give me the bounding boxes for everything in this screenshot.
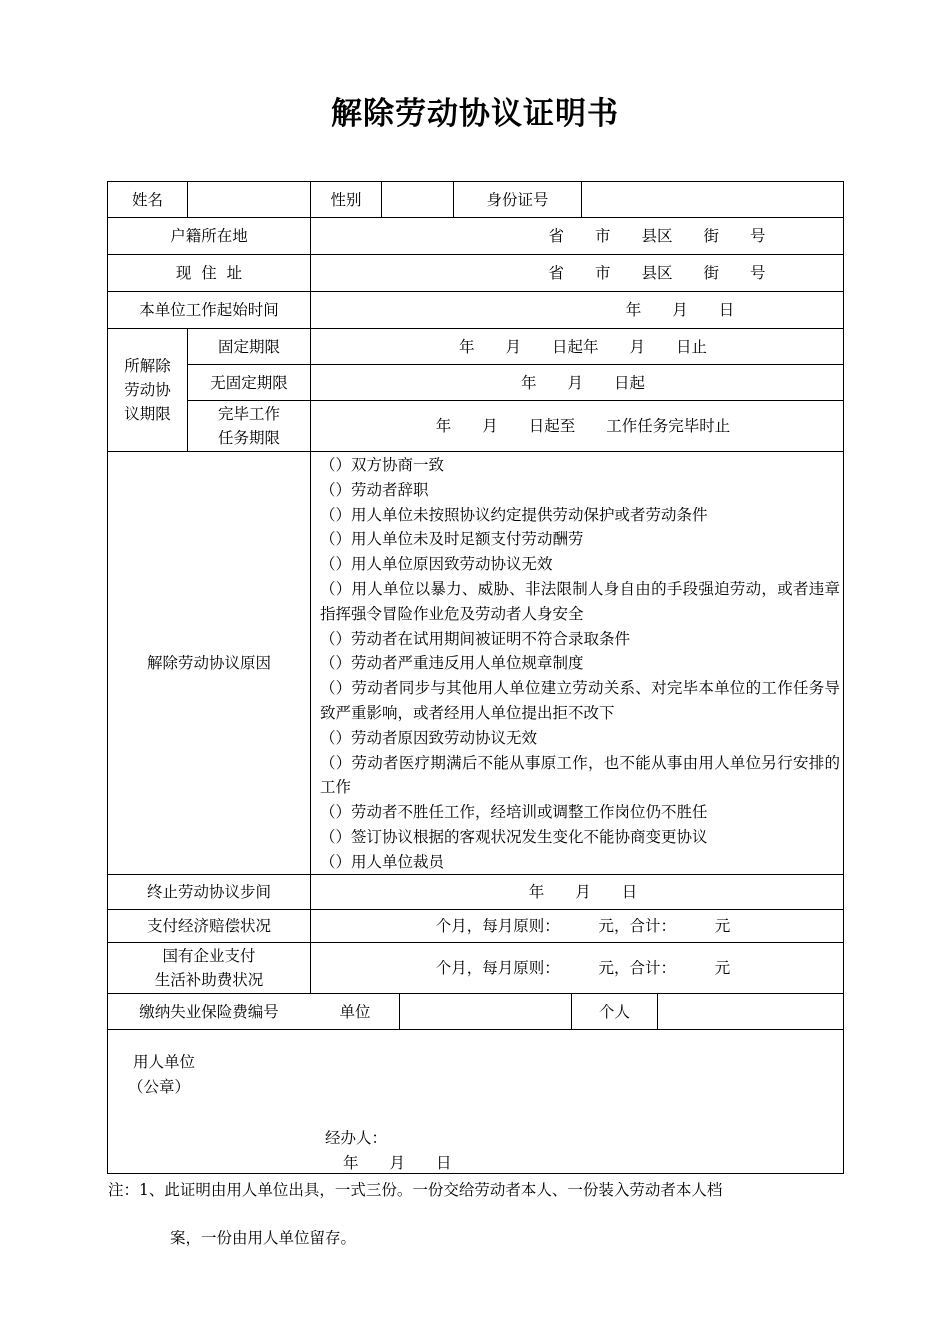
compensation-label: 支付经济赔偿状况 <box>146 917 271 935</box>
id-number-label: 身份证号 <box>486 191 549 209</box>
row-divider <box>108 1029 843 1030</box>
hukou-label: 户籍所在地 <box>170 227 248 245</box>
gender-label: 性别 <box>330 191 362 209</box>
termination-date-label: 终止劳动协议步间 <box>146 883 271 901</box>
company-seal-label: （公章） <box>128 1078 191 1096</box>
signature-date: 年 月 日 <box>343 1154 452 1172</box>
footnote-line2: 案，一份由用人单位留存。 <box>170 1229 357 1247</box>
reason-option[interactable]: （）劳动者同步与其他用人单位建立劳动关系、对完毕本单位的工作任务导致严重影响，或者经用人单位提出拒不改下 <box>320 679 840 722</box>
task-term-label: 完毕工作 任务期限 <box>217 405 280 447</box>
living-subsidy-label: 国有企业支付 生活补助费状况 <box>154 947 264 989</box>
reason-option[interactable]: （）劳动者医疗期满后不能从事原工作，也不能从事由用人单位另行安排的工作 <box>320 753 840 797</box>
open-term-label: 无固定期限 <box>210 373 288 392</box>
reason-option[interactable]: （）双方协商一致 <box>320 456 445 474</box>
start-time-field[interactable]: 年 月 日 <box>625 301 735 319</box>
compensation-field[interactable]: 个月，每月原则： 元，合计： 元 <box>435 917 731 935</box>
handler-label: 经办人： <box>325 1129 388 1147</box>
reason-option[interactable]: （）用人单位未及时足额支付劳动酬劳 <box>320 530 584 549</box>
personal-number-field[interactable] <box>658 994 843 1029</box>
reason-option[interactable]: （）签订协议根据的客观状况发生变化不能协商变更协议 <box>320 827 708 846</box>
personal-number-label: 个人 <box>598 1002 630 1021</box>
address-field[interactable]: 省 市 县区 街 号 <box>548 264 766 282</box>
unit-number-label: 单位 <box>339 1002 371 1021</box>
address-label: 现 住 址 <box>175 264 243 282</box>
unit-number-field[interactable] <box>400 994 571 1029</box>
employer-label: 用人单位 <box>133 1053 196 1071</box>
task-term-field[interactable]: 年 月 日起至 工作任务完毕时止 <box>435 417 731 435</box>
gender-field[interactable] <box>382 182 453 218</box>
reason-option[interactable]: （）用人单位以暴力、威胁、非法限制人身自由的手段强迫劳动，或者违章指挥强令冒险作业危及劳动者人身安全 <box>320 579 840 623</box>
reason-option[interactable]: （）劳动者原因致劳动协议无效 <box>320 728 538 747</box>
id-number-field[interactable] <box>582 182 843 218</box>
fixed-term-field[interactable]: 年 月 日起年 月 日止 <box>458 337 707 356</box>
living-subsidy-field[interactable]: 个月，每月原则： 元，合计： 元 <box>435 959 731 977</box>
reason-option[interactable]: （）劳动者辞职 <box>320 480 429 499</box>
fixed-term-label: 固定期限 <box>217 337 280 356</box>
reason-option[interactable]: （）劳动者在试用期间被证明不符合录取条件 <box>320 629 631 648</box>
document-title: 解除劳动协议证明书 <box>331 96 619 132</box>
unemployment-insurance-label: 缴纳失业保险费编号 <box>139 1002 279 1021</box>
hukou-field[interactable]: 省 市 县区 街 号 <box>548 227 766 245</box>
name-label: 姓名 <box>131 191 163 209</box>
contract-term-label: 所解除 劳动协 议期限 <box>124 357 171 423</box>
reason-option[interactable]: （）劳动者不胜任工作，经培训或调整工作岗位仍不胜任 <box>320 803 708 822</box>
reason-option[interactable]: （）用人单位裁员 <box>320 852 445 871</box>
termination-reason-list <box>320 453 840 875</box>
reason-option[interactable]: （）用人单位原因致劳动协议无效 <box>320 555 553 574</box>
footnote-line1: 注：1、此证明由用人单位出具，一式三份。一份交给劳动者本人、一份装入劳动者本人档 <box>108 1181 723 1199</box>
certificate-form <box>107 181 844 1174</box>
name-field[interactable] <box>188 182 310 218</box>
reason-option[interactable]: （）用人单位未按照协议约定提供劳动保护或者劳动条件 <box>320 505 708 524</box>
termination-reason-label: 解除劳动协议原因 <box>146 654 271 672</box>
termination-date-field[interactable]: 年 月 日 <box>528 883 638 901</box>
reason-option[interactable]: （）劳动者严重违反用人单位规章制度 <box>320 654 584 673</box>
start-time-label: 本单位工作起始时间 <box>139 301 279 319</box>
open-term-field[interactable]: 年 月 日起 <box>520 373 645 392</box>
